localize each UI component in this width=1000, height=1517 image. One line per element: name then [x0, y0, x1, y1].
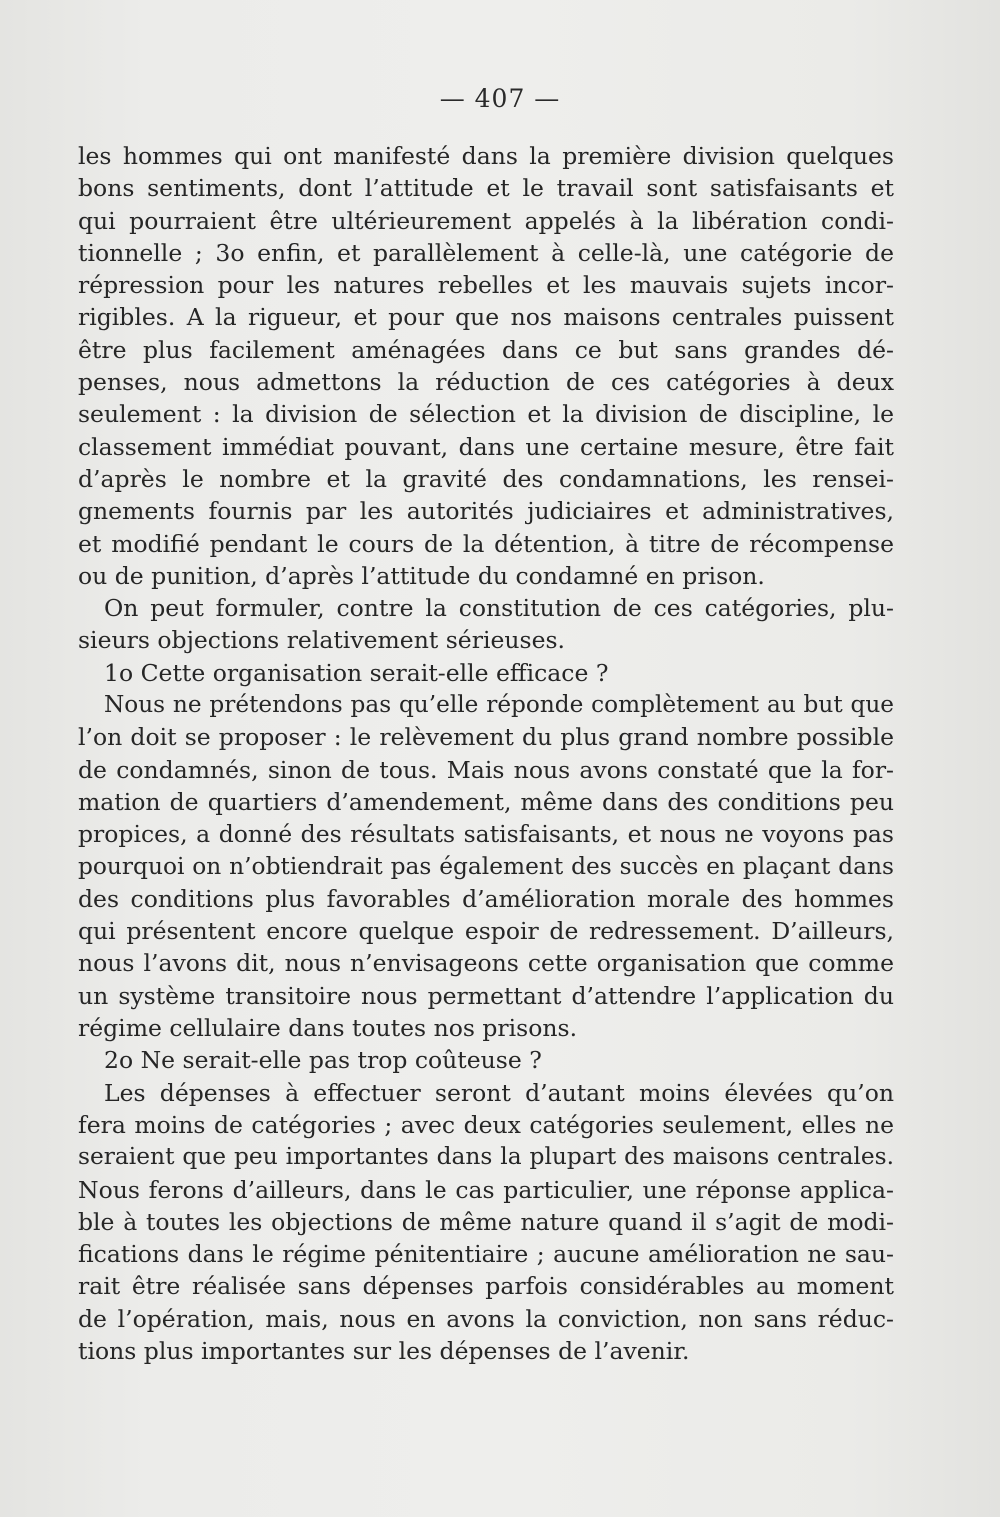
- text-line: seraient que peu importantes dans la plupart des maisons centrales.: [78, 1143, 894, 1171]
- text-line: un système transitoire nous permettant d’attendre l’application du: [78, 981, 894, 1010]
- text-line: rigibles. A la rigueur, et pour que nos maisons centrales puissent: [78, 303, 894, 332]
- text-line: être plus facilement aménagées dans ce but sans grandes dé-: [78, 335, 894, 364]
- text-line: et modifié pendant le cours de la détention, à titre de récompense: [78, 529, 894, 558]
- text-line: propices, a donné des résultats satisfaisants, et nous ne voyons pas: [78, 820, 894, 849]
- text-line: ble à toutes les objections de même nature quand il s’agit de modi-: [78, 1207, 894, 1236]
- text-line: fera moins de catégories ; avec deux catégories seulement, elles ne: [78, 1110, 894, 1139]
- text-line: rait être réalisée sans dépenses parfois considérables au moment: [78, 1272, 894, 1301]
- text-line: régime cellulaire dans toutes nos prisons.: [78, 1014, 578, 1043]
- text-line: de condamnés, sinon de tous. Mais nous avons constaté que la for-: [78, 755, 894, 784]
- page-number: — 407 —: [439, 84, 561, 113]
- text-line: penses, nous admettons la réduction de ces catégories à deux: [78, 368, 894, 397]
- text-line: qui présentent encore quelque espoir de redressement. D’ailleurs,: [78, 917, 894, 946]
- text-line: Nous ferons d’ailleurs, dans le cas particulier, une réponse applica-: [78, 1175, 894, 1204]
- text-line: tions plus importantes sur les dépenses de l’avenir.: [78, 1336, 690, 1365]
- text-line: de l’opération, mais, nous en avons la conviction, non sans réduc-: [78, 1304, 894, 1333]
- text-line: gnements fournis par les autorités judiciaires et administratives,: [78, 497, 894, 526]
- body-text: [78, 140, 894, 1367]
- text-line: pourquoi on n’obtiendrait pas également des succès en plaçant dans: [78, 852, 894, 880]
- text-line: l’on doit se proposer : le relèvement du plus grand nombre possible: [78, 723, 894, 752]
- text-line: On peut formuler, contre la constitution de ces catégories, plu-: [104, 594, 894, 623]
- text-line: Les dépenses à effectuer seront d’autant moins élevées qu’on: [104, 1078, 894, 1107]
- text-line: répression pour les natures rebelles et les mauvais sujets incor-: [78, 271, 894, 300]
- text-line: les hommes qui ont manifesté dans la première division quelques: [78, 142, 894, 170]
- text-line: des conditions plus favorables d’amélioration morale des hommes: [78, 884, 894, 913]
- text-line: bons sentiments, dont l’attitude et le travail sont satisfaisants et: [78, 174, 894, 203]
- text-line: classement immédiat pouvant, dans une certaine mesure, être fait: [78, 432, 894, 461]
- text-line: 2o Ne serait-elle pas trop coûteuse ?: [104, 1046, 542, 1075]
- text-line: ou de punition, d’après l’attitude du condamné en prison.: [78, 561, 765, 590]
- text-line: Nous ne prétendons pas qu’elle réponde complètement au but que: [104, 691, 894, 719]
- text-line: seulement : la division de sélection et la division de discipline, le: [78, 400, 894, 429]
- text-line: 1o Cette organisation serait-elle efficace ?: [104, 658, 609, 687]
- text-line: d’après le nombre et la gravité des condamnations, les rensei-: [78, 464, 894, 493]
- text-line: fications dans le régime pénitentiaire ; aucune amélioration ne sau-: [78, 1240, 894, 1269]
- text-line: mation de quartiers d’amendement, même dans des conditions peu: [78, 787, 894, 816]
- text-line: nous l’avons dit, nous n’envisageons cette organisation que comme: [78, 949, 894, 978]
- text-line: sieurs objections relativement sérieuses.: [78, 626, 566, 655]
- text-line: tionnelle ; 3o enfin, et parallèlement à celle-là, une catégorie de: [78, 238, 894, 267]
- text-line: qui pourraient être ultérieurement appelés à la libération condi-: [78, 206, 894, 235]
